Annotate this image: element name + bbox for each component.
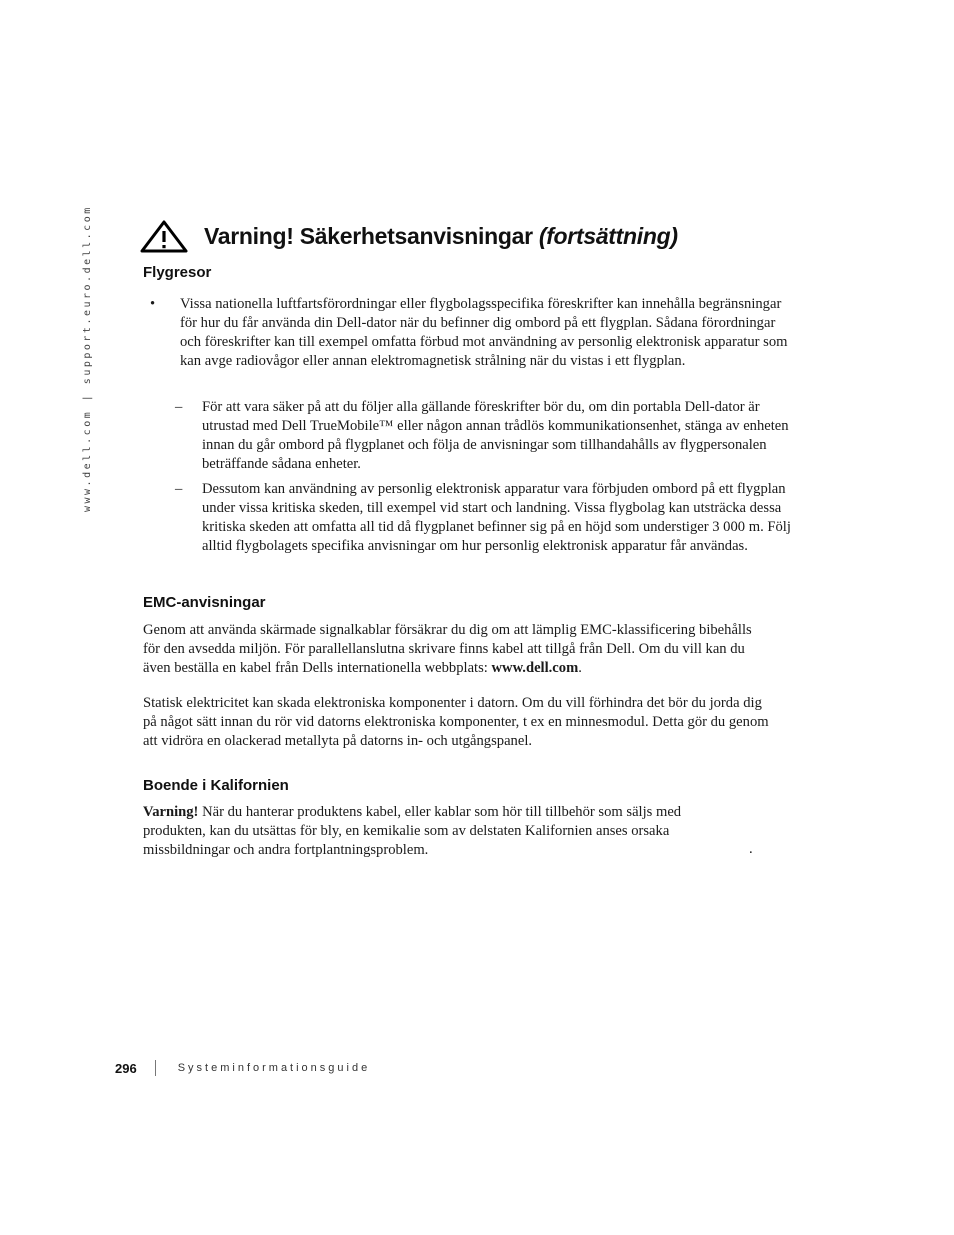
california-warning-label: Varning! [143, 804, 199, 820]
dash-item-truemobile [175, 398, 795, 474]
section-heading-kalifornien: Boende i Kalifornien [143, 777, 289, 794]
dash-item-critical-phases [175, 480, 795, 556]
page-footer [115, 1060, 370, 1076]
page-number: 296 [115, 1060, 137, 1076]
page-title-row [140, 220, 678, 253]
page-title-main: Varning! Säkerhetsanvisningar [204, 223, 539, 249]
document-title: Systeminformationsguide [177, 1062, 371, 1074]
dash-marker: – [175, 399, 183, 415]
emc-paragraph-2: Statisk elektricitet kan skada elektroniska komponenter i datorn. Om du vill förhindra det bör du jorda dig på något sätt innan du rör vid datorns elektroniska komponenter, t ex en minnesmodul. Detta gör du genom att vidröra en olackerad metallyta på datorns in- och utgångspanel. [143, 695, 769, 749]
bullet-text: Vissa nationella luftfartsförordningar eller flygbolagsspecifika föreskrifter kan innehålla begränsningar för hur du får använda din Dell-dator när du befinner dig ombord på ett flygplan. Sådana förordningar och föreskrifter kan till exempel omfatta förbud mot användning av personlig elektronisk apparatur som kan avge radiovågor eller annan elektromagnetisk strålning när du vistas i ett flygplan. [180, 296, 788, 369]
emc-paragraph-1 [143, 621, 761, 678]
dash-text: Dessutom kan användning av personlig elektronisk apparatur vara förbjuden ombord på ett flygplan under vissa kritiska skeden, till exempel vid start och landning. Vissa flygbolag kan utsträcka dessa kritiska skeden att omfatta all tid då flygplanet befinner sig på en höjd som understiger 3 000 m. Följ alltid flygbolagets specifika anvisningar om hur personlig elektronisk apparatur får användas. [202, 481, 791, 554]
california-paragraph-text: När du hanterar produktens kabel, eller kablar som hör till tillbehör som säljs med produkten, kan du utsättas för bly, en kemikalie som av delstaten Kalifornien anses orsaka missbildningar och andra fortplantningsproblem. [143, 804, 682, 858]
section-heading-flygresor: Flygresor [143, 264, 212, 281]
emc-paragraph-1-text: Genom att använda skärmade signalkablar försäkrar du dig om att lämplig EMC-klassificering bibehålls för den avsedda miljön. För parallellanslutna skrivare finns kabel att tillgå från Dell. Om du vill kan du även beställa en kabel från Dells internationella webbplats: [143, 622, 752, 676]
bullet-marker: • [150, 296, 156, 312]
page-title-continuation: (fortsättning) [538, 223, 678, 249]
dash-marker: – [175, 481, 183, 497]
emc-paragraph-1-period: . [578, 660, 582, 676]
sidebar-vertical-url-text: www.dell.com | support.euro.dell.com [82, 205, 93, 512]
footer-divider [155, 1060, 156, 1076]
page-title [204, 223, 678, 250]
bullet-item-flight-rules [150, 295, 798, 371]
california-paragraph [143, 803, 743, 860]
section-heading-emc: EMC-anvisningar [143, 594, 266, 611]
warning-triangle-icon [140, 220, 188, 253]
dell-url-text: www.dell.com [491, 660, 579, 676]
stray-period: . [749, 841, 753, 857]
dash-text: För att vara säker på att du följer alla gällande föreskrifter bör du, om din portabla Dell-dator är utrustad med Dell TrueMobile™ eller någon annan trådlös kommunikationsenhet, stänga av enheten innan du går ombord på flygplanet och följa de anvisningar som tillhandahålls av flygpersonalen beträffande sådana enheter. [202, 399, 789, 472]
